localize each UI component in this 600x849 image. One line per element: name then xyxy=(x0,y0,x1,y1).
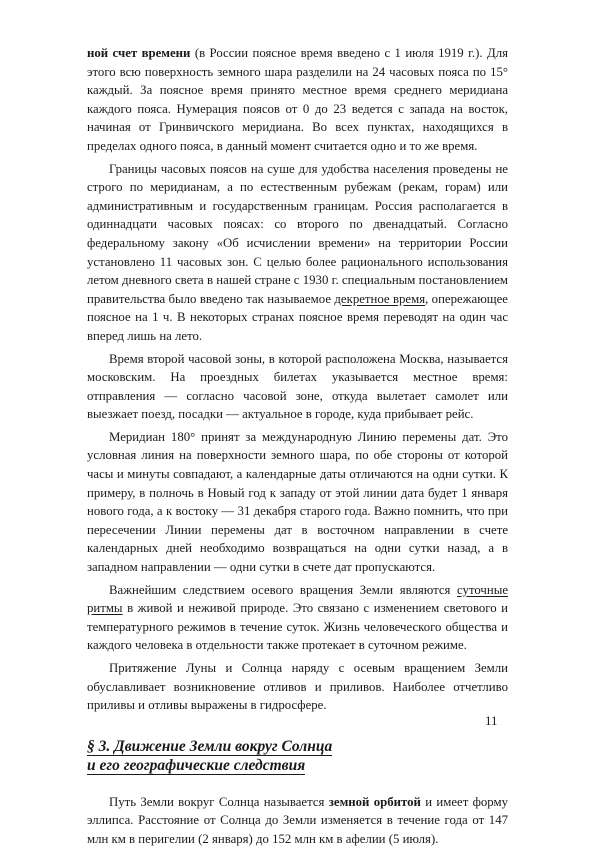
paragraph-moscow-time: Время второй часовой зоны, в которой расположена Москва, называется московским. На проездных билетах указывается местное время: отправления — согласно часовой зоне, откуда вылетает самолет или выезжает поезд, посадки — актуальное в городе, куда прибывает рейс. xyxy=(87,351,508,422)
bold-term-time-count: ной счет времени xyxy=(87,46,191,60)
paragraph-text: Важнейшим следствием осевого вращения Земли являются xyxy=(109,582,458,597)
paragraph-text: в живой и неживой природе. Это связано с изменением светового и температурного режимов в течение суток. Жизнь человеческого общества и каждого человека в отдельности также протекает в суточном режиме. xyxy=(87,601,508,653)
paragraph-daily-rhythms xyxy=(87,581,508,655)
bold-term-earth-orbit: земной орбитой xyxy=(328,794,421,809)
body-text xyxy=(87,44,508,849)
paragraph-date-line: Меридиан 180° принят за международную Линию перемены дат. Это условная линия на поверхности земного шара, по обе стороны от которой часы и минуты совпадают, а календарные даты отличаются на одни сутки. К примеру, в полночь в Новый год к западу от этой линии дата будет 1 января нового года, а к востоку — 31 декабря старого года. Важно помнить, что при пересечении Линии перемены дат в восточном направлении в счете календарных дней необходимо возвращаться на одни сутки назад, а в западном направлении — одни сутки в счете дат пропускаются. xyxy=(87,429,508,575)
paragraph-text: , опережающее поясное на 1 ч. В некоторых странах поясное время переводят на один час вперед лишь на лето. xyxy=(87,291,508,343)
paragraph-zone-borders xyxy=(87,160,508,346)
page-number: 11 xyxy=(485,713,498,728)
underlined-term-decree-time: декретное время xyxy=(334,291,426,306)
section-heading-line2 xyxy=(87,756,508,775)
paragraph-time-zones xyxy=(87,44,508,156)
paragraph-tides: Притяжение Луны и Солнца наряду с осевым вращением Земли обуславливает возникновение отливов и приливов. Наиболее отчетливо приливы и отливы выражены в гидросфере. xyxy=(87,661,508,713)
section-heading xyxy=(87,737,508,775)
paragraph-text: (в России поясное время введено с 1 июля 1919 г.). Для этого всю поверхность земного шара разделили на 24 часовых пояса по 15° каждый. За поясное время принято местное время среднего меридиана каждого пояса. Нумерация поясов от 0 до 23 ведется с запада на восток, начиная от Гринвичского меридиана. Во всех пунктах, находящихся в пределах одного пояса, в данный момент считается одно и то же время. xyxy=(87,46,508,153)
paragraph-orbit xyxy=(87,793,508,849)
heading-text: и его географические следствия xyxy=(87,756,306,774)
paragraph-text: Границы часовых поясов на суше для удобства населения проведены не строго по меридианам, а по естественным рубежам (рекам, горам) или административным и государственным границам. Россия располагается в одиннадцати часовых поясах: со второго по двенадцатый. Согласно федеральному закону «Об исчислении времени» на территории России установлено 11 часовых зон. С целью более рационального использования летом дневного света в нашей стране с 1930 г. специальным постановлением правительства было введено так называемое xyxy=(87,161,508,306)
heading-text: § 3. Движение Земли вокруг Солнца xyxy=(87,737,333,755)
paragraph-text: Путь Земли вокруг Солнца называется xyxy=(109,794,329,809)
paragraph-text: и имеет форму эллипса. Расстояние от Солнца до Земли изменяется в течение года от 147 млн км в перигелии (2 января) до 152 млн км в афелии (5 июля). xyxy=(87,794,508,846)
underlined-term-daily-rhythms: суточные ритмы xyxy=(87,582,508,616)
section-heading-line1 xyxy=(87,738,332,756)
